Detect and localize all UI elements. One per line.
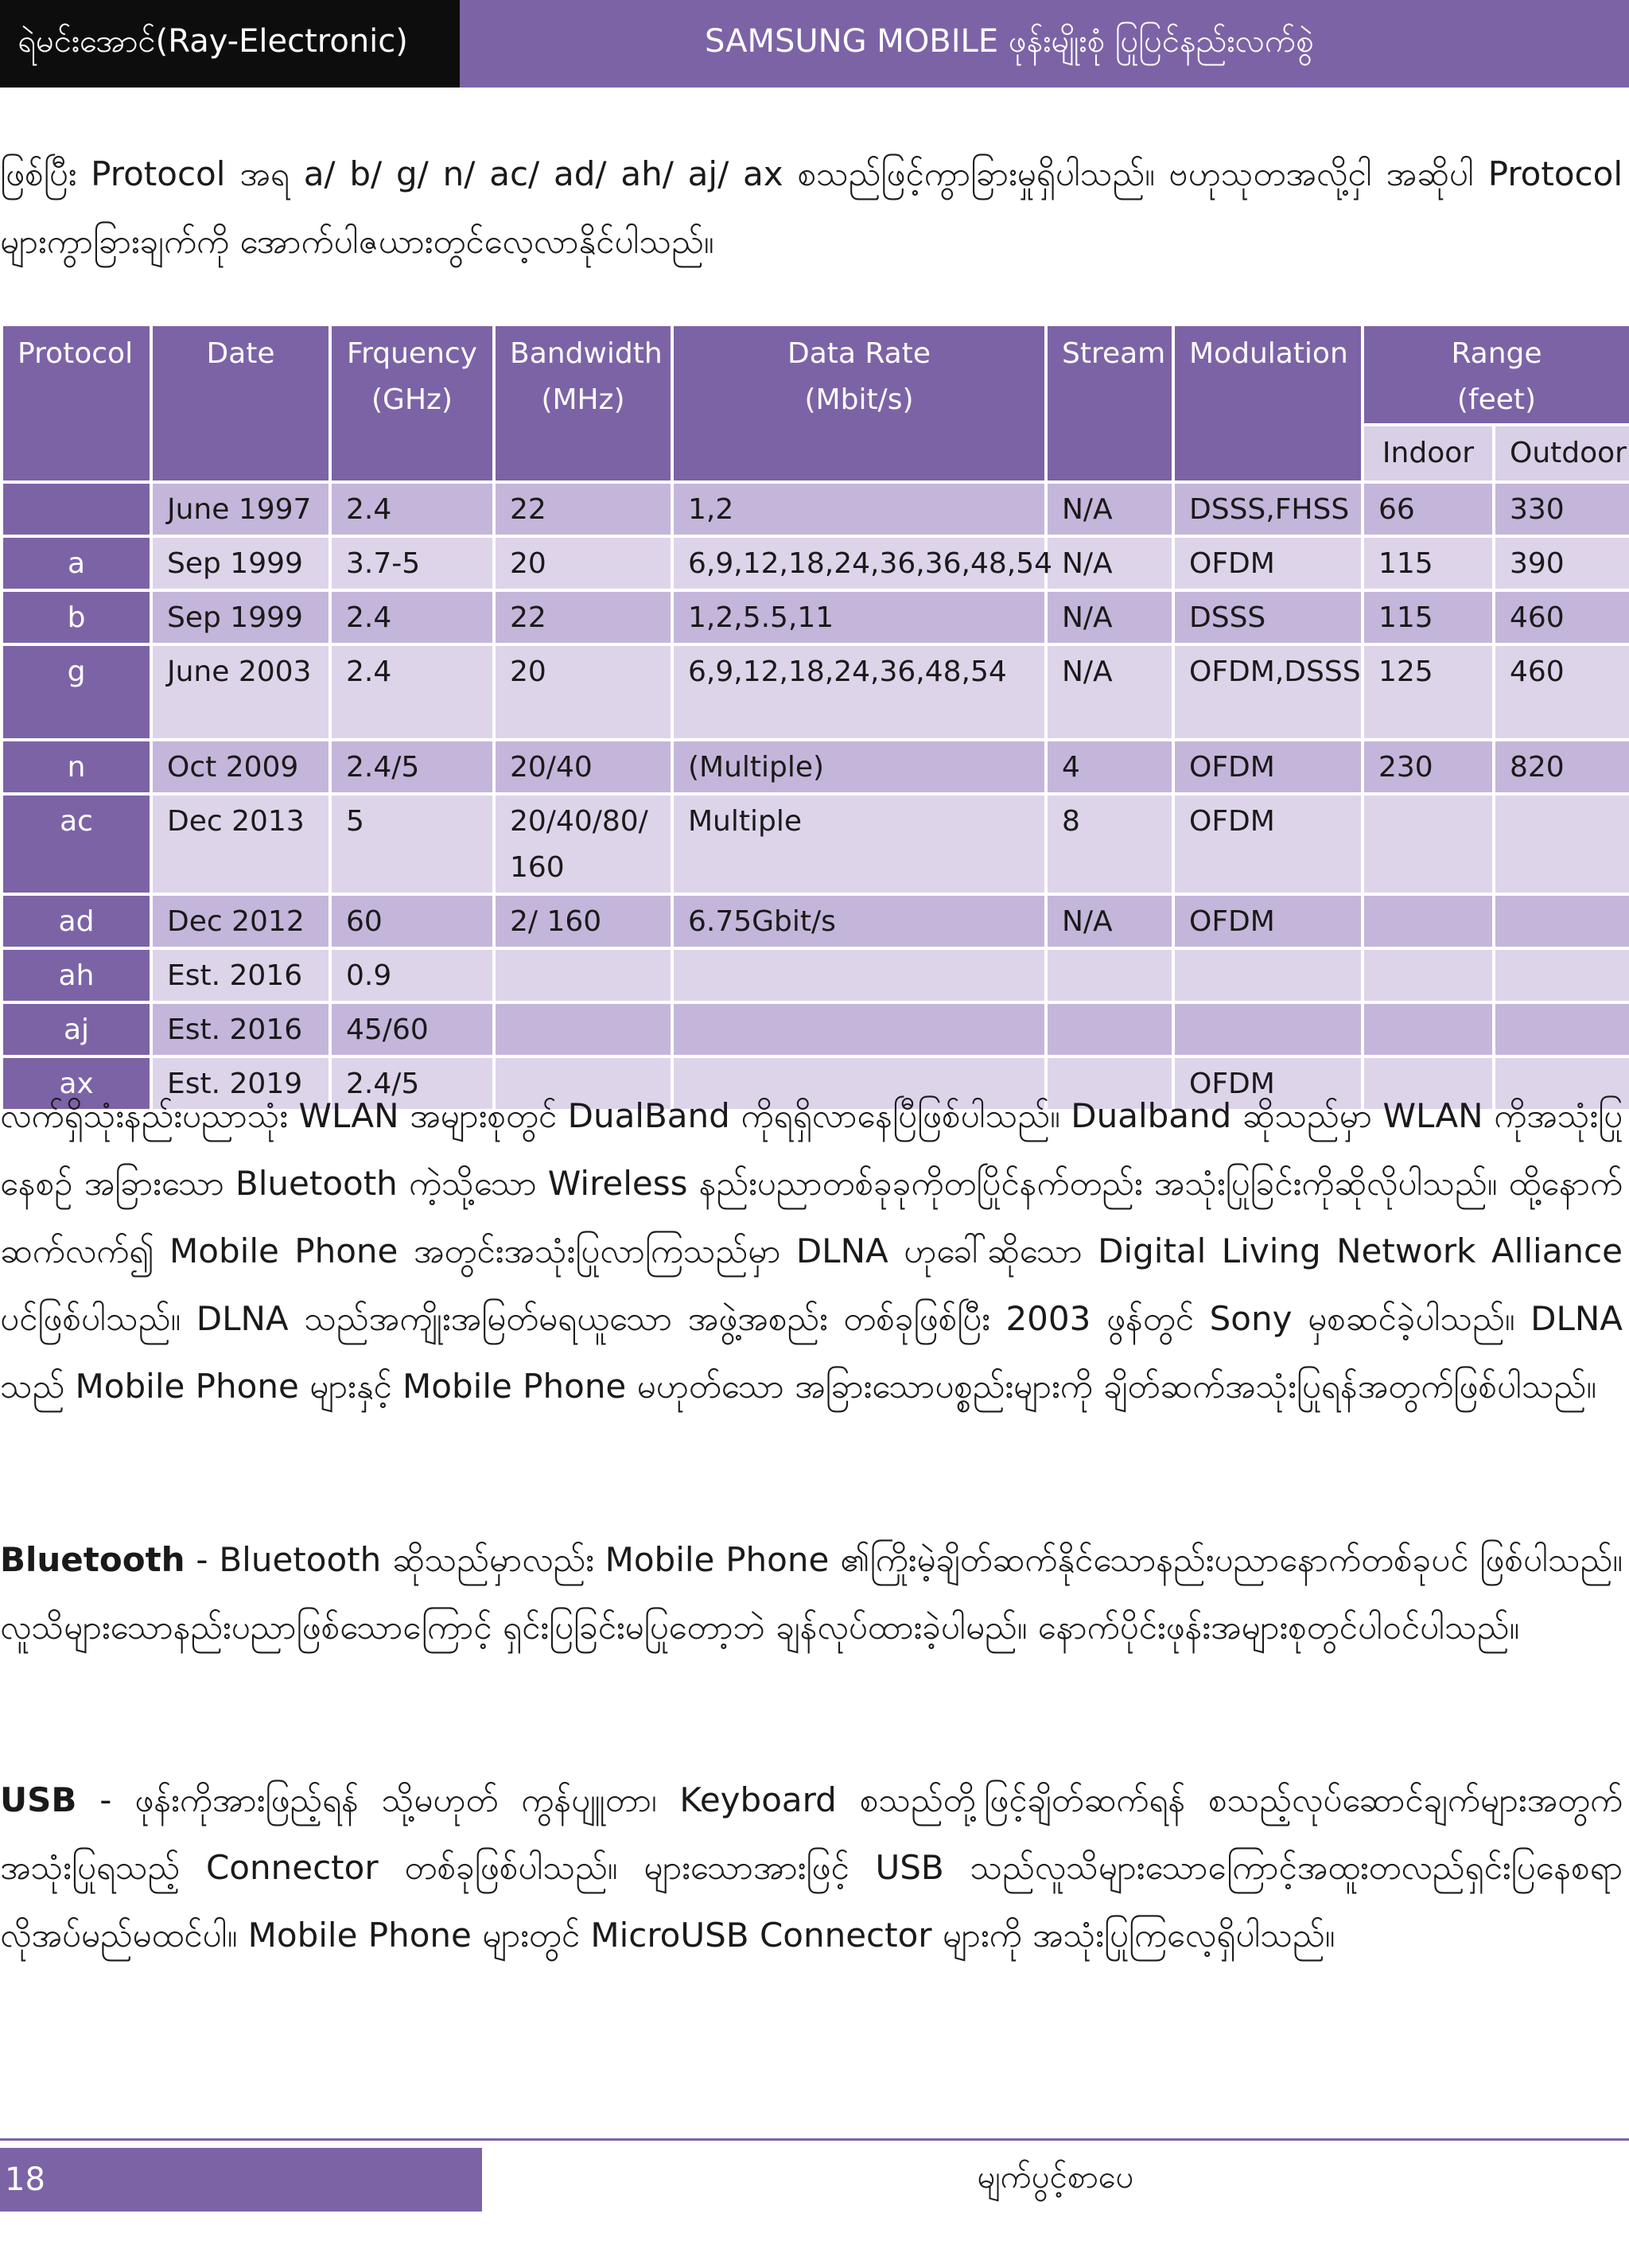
cell-datarate xyxy=(672,1002,1046,1056)
cell-freq: 5 xyxy=(330,794,494,894)
cell-datarate: 1,2 xyxy=(672,482,1046,536)
table-row xyxy=(2,536,1629,590)
cell-bandwidth: 20/40/80/ 160 xyxy=(494,794,672,894)
cell-stream: 4 xyxy=(1046,740,1173,794)
cell-modulation: OFDM,DSSS xyxy=(1173,644,1363,740)
cell-outdoor: 460 xyxy=(1494,644,1629,740)
table-row xyxy=(2,482,1629,536)
header-date: Date xyxy=(151,325,330,482)
usb-text: - ဖုန်းကိုအားဖြည့်ရန် သို့မဟုတ် ကွန်ပျူတာ၊ Keyboard စသည်တို့ဖြင့်ချိတ်ဆက်ရန် စသည့်လုပ်ဆောင်ချက်များအတွက်အသုံးပြုရသည့် Connector တစ်ခုဖြစ်ပါသည်။ များသောအားဖြင့် USB သည်လူသိများသောကြောင့်အထူးတလည်ရှင်းပြနေစရာ လိုအပ်မည်မထင်ပါ။ Mobile Phone များတွင် MicroUSB Connector များကို အသုံးပြုကြလေ့ရှိပါသည်။ xyxy=(0,1780,1623,1955)
cell-modulation xyxy=(1173,1002,1363,1056)
cell-date: Est. 2016 xyxy=(151,948,330,1002)
header-protocol: Protocol xyxy=(2,325,151,482)
cell-date: Oct 2009 xyxy=(151,740,330,794)
cell-datarate xyxy=(672,948,1046,1002)
cell-bandwidth: 20/40 xyxy=(494,740,672,794)
cell-freq: 3.7-5 xyxy=(330,536,494,590)
bluetooth-label: Bluetooth xyxy=(0,1540,185,1579)
page-header xyxy=(0,0,1629,88)
cell-indoor xyxy=(1363,794,1494,894)
cell-datarate: 1,2,5.5,11 xyxy=(672,590,1046,644)
cell-datarate: 6,9,12,18,24,36,48,54 xyxy=(672,644,1046,740)
cell-outdoor: 460 xyxy=(1494,590,1629,644)
cell-freq: 2.4/5 xyxy=(330,740,494,794)
cell-stream: N/A xyxy=(1046,482,1173,536)
cell-stream: N/A xyxy=(1046,644,1173,740)
cell-bandwidth xyxy=(494,1002,672,1056)
cell-indoor: 115 xyxy=(1363,536,1494,590)
cell-date: Dec 2012 xyxy=(151,894,330,948)
cell-outdoor: 820 xyxy=(1494,740,1629,794)
cell-freq: 2.4 xyxy=(330,644,494,740)
cell-bandwidth: 22 xyxy=(494,482,672,536)
cell-date: June 2003 xyxy=(151,644,330,740)
cell-indoor xyxy=(1363,894,1494,948)
cell-date: Est. 2016 xyxy=(151,1002,330,1056)
cell-protocol: b xyxy=(2,590,151,644)
cell-stream: N/A xyxy=(1046,590,1173,644)
cell-protocol: a xyxy=(2,536,151,590)
cell-stream xyxy=(1046,948,1173,1002)
cell-protocol: ac xyxy=(2,794,151,894)
cell-indoor: 66 xyxy=(1363,482,1494,536)
cell-stream xyxy=(1046,1002,1173,1056)
cell-modulation: OFDM xyxy=(1173,794,1363,894)
cell-bandwidth: 2/ 160 xyxy=(494,894,672,948)
table-row xyxy=(2,740,1629,794)
cell-datarate: (Multiple) xyxy=(672,740,1046,794)
author-title: ရဲမင်းအောင်(Ray-Electronic) xyxy=(0,0,460,88)
cell-indoor: 115 xyxy=(1363,590,1494,644)
cell-datarate: Multiple xyxy=(672,794,1046,894)
cell-outdoor: 330 xyxy=(1494,482,1629,536)
cell-stream: N/A xyxy=(1046,536,1173,590)
header-stream: Stream xyxy=(1046,325,1173,482)
cell-date: Est. 2019 xyxy=(151,1056,330,1111)
cell-indoor xyxy=(1363,1002,1494,1056)
cell-datarate: 6.75Gbit/s xyxy=(672,894,1046,948)
header-data-rate: Data Rate (Mbit/s) xyxy=(672,325,1046,482)
cell-outdoor xyxy=(1494,948,1629,1002)
cell-bandwidth xyxy=(494,948,672,1002)
table-row xyxy=(2,644,1629,740)
footer-divider xyxy=(0,2138,1629,2141)
cell-protocol: g xyxy=(2,644,151,740)
cell-freq: 60 xyxy=(330,894,494,948)
cell-outdoor xyxy=(1494,1002,1629,1056)
cell-date: June 1997 xyxy=(151,482,330,536)
cell-protocol: n xyxy=(2,740,151,794)
bluetooth-paragraph xyxy=(0,1526,1623,1661)
header-outdoor: Outdoor xyxy=(1494,425,1629,482)
cell-outdoor xyxy=(1494,894,1629,948)
wlan-paragraph: လက်ရှိသုံးနည်းပညာသုံး WLAN အများစုတွင် DualBand ကိုရရှိလာနေပြီဖြစ်ပါသည်။ Dualband ဆိုသည်မှာ WLAN ကိုအသုံးပြုနေစဉ် အခြားသော Bluetooth ကဲ့သို့သော Wireless နည်းပညာတစ်ခုခုကိုတပြိုင်နက်တည်း အသုံးပြုခြင်းကိုဆိုလိုပါသည်။ ထို့နောက်ဆက်လက်၍ Mobile Phone အတွင်းအသုံးပြုလာကြသည်မှာ DLNA ဟုခေါ်ဆိုသော Digital Living Network Alliance ပင်ဖြစ်ပါသည်။ DLNA သည်အကျိုးအမြတ်မရယူသော အဖွဲ့အစည်း တစ်ခုဖြစ်ပြီး 2003 ဖွန်တွင် Sony မှစဆင်ခဲ့ပါသည်။ DLNA သည် Mobile Phone များနှင့် Mobile Phone မဟုတ်သော အခြားသောပစ္စည်းများကို ချိတ်ဆက်အသုံးပြုရန်အတွက်ဖြစ်ပါသည်။ xyxy=(0,1096,1623,1406)
table-row xyxy=(2,590,1629,644)
header-frequency: Frquency (GHz) xyxy=(330,325,494,482)
cell-freq: 0.9 xyxy=(330,948,494,1002)
cell-freq: 2.4 xyxy=(330,482,494,536)
table-row xyxy=(2,894,1629,948)
table-row xyxy=(2,948,1629,1002)
cell-date: Sep 1999 xyxy=(151,590,330,644)
cell-stream: N/A xyxy=(1046,894,1173,948)
cell-protocol: ax xyxy=(2,1056,151,1111)
cell-modulation: OFDM xyxy=(1173,536,1363,590)
cell-modulation: OFDM xyxy=(1173,1056,1363,1111)
header-indoor: Indoor xyxy=(1363,425,1494,482)
protocol-table xyxy=(0,323,1629,1112)
page-number: 18 xyxy=(0,2148,482,2212)
cell-stream: 8 xyxy=(1046,794,1173,894)
cell-modulation xyxy=(1173,948,1363,1002)
cell-protocol: ad xyxy=(2,894,151,948)
cell-date: Sep 1999 xyxy=(151,536,330,590)
cell-protocol: aj xyxy=(2,1002,151,1056)
cell-modulation: OFDM xyxy=(1173,894,1363,948)
cell-outdoor: 390 xyxy=(1494,536,1629,590)
cell-protocol: ah xyxy=(2,948,151,1002)
header-modulation: Modulation xyxy=(1173,325,1363,482)
header-bandwidth: Bandwidth (MHz) xyxy=(494,325,672,482)
cell-freq: 2.4 xyxy=(330,590,494,644)
cell-freq: 45/60 xyxy=(330,1002,494,1056)
cell-bandwidth: 20 xyxy=(494,644,672,740)
book-title: SAMSUNG MOBILE ဖုန်းမျိုးစုံ ပြုပြင်နည်းလက်စွဲ xyxy=(460,0,1629,88)
usb-paragraph xyxy=(0,1766,1623,1969)
cell-bandwidth: 22 xyxy=(494,590,672,644)
cell-modulation: DSSS,FHSS xyxy=(1173,482,1363,536)
cell-freq: 2.4/5 xyxy=(330,1056,494,1111)
intro-paragraph: ဖြစ်ပြီး Protocol အရ a/ b/ g/ n/ ac/ ad/ ah/ aj/ ax စသည်ဖြင့်ကွာခြားမှုရှိပါသည်။ ဗဟုသုတအလို့ငှါ အဆိုပါ Protocol များကွာခြားချက်ကို အောက်ပါဇယားတွင်လေ့လာနိုင်ပါသည်။ xyxy=(0,154,1623,261)
cell-outdoor xyxy=(1494,794,1629,894)
cell-date: Dec 2013 xyxy=(151,794,330,894)
cell-indoor xyxy=(1363,948,1494,1002)
header-range: Range (feet) xyxy=(1363,325,1629,425)
cell-protocol xyxy=(2,482,151,536)
table-row xyxy=(2,794,1629,894)
cell-bandwidth: 20 xyxy=(494,536,672,590)
table-row xyxy=(2,1002,1629,1056)
bluetooth-text: - Bluetooth ဆိုသည်မှာလည်း Mobile Phone ၏ကြိုးမဲ့ချိတ်ဆက်နိုင်သောနည်းပညာနောက်တစ်ခုပင် ဖြစ်ပါသည်။ လူသိများသောနည်းပညာဖြစ်သောကြောင့် ရှင်းပြခြင်းမပြုတော့ဘဲ ချန်လုပ်ထားခဲ့ပါမည်။ နောက်ပိုင်းဖုန်းအများစုတွင်ပါဝင်ပါသည်။ xyxy=(0,1540,1623,1647)
cell-modulation: DSSS xyxy=(1173,590,1363,644)
usb-label: USB xyxy=(0,1780,77,1819)
cell-indoor: 230 xyxy=(1363,740,1494,794)
publisher-name: မျက်ပွင့်စာပေ xyxy=(977,2158,1134,2196)
cell-modulation: OFDM xyxy=(1173,740,1363,794)
cell-indoor: 125 xyxy=(1363,644,1494,740)
cell-datarate: 6,9,12,18,24,36,36,48,54 xyxy=(672,536,1046,590)
table-body xyxy=(2,482,1629,1111)
